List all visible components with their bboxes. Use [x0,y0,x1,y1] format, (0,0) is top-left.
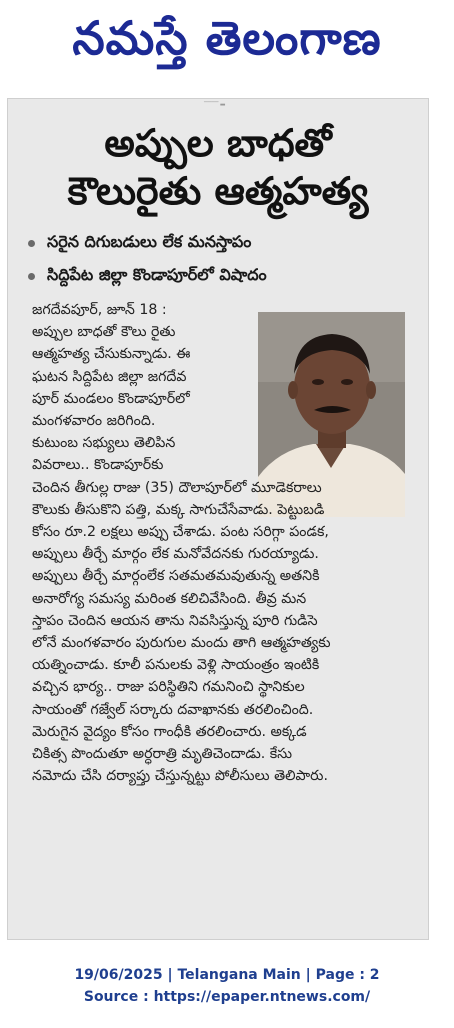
body-line: ఆత్మహత్య చేసుకున్నాడు. ఈ [32,346,191,363]
clipping-top-fragment: ──── ▂ [204,99,225,106]
subheading-bullets [28,227,418,293]
footer-date-edition: 19/06/2025 | Telangana Main | Page : 2 [74,967,380,983]
newspaper-title: నమస్తే తెలంగాణ [72,11,382,65]
body-line: లోనే మంగళవారం పురుగుల మందు తాగి ఆత్మహత్యకు [32,635,331,652]
article-body [32,299,408,787]
body-line: నమోదు చేసి దర్యాప్తు చేస్తున్నట్టు పోలీసులు తెలిపారు. [32,768,328,785]
bullet-text: సిద్దిపేట జిల్లా కొండాపూర్‌లో విషాదం [47,265,267,284]
masthead [0,0,454,88]
footer-source-link[interactable]: Source : https://epaper.ntnews.com/ [83,989,371,1005]
bullet-dot-icon [28,240,35,247]
body-line: కుటుంబ సభ్యులు తెలిపిన [32,435,176,452]
bullet-item [28,227,418,260]
body-line: అప్పులు తీర్చే మార్గం లేక మనోవేదనకు గురయ్యాడు. [32,546,319,563]
body-line: కౌలుకు తీసుకొని పత్తి, మక్క సాగుచేసేవాడు. పెట్టుబడి [32,501,325,518]
body-line: సాయంతో గజ్వేల్ సర్కారు దవాఖానకు తరలించింది. [32,701,314,718]
page-footer [0,964,454,1008]
body-line: వివరాలు.. కొండాపూర్‌కు [32,457,164,474]
body-line: అప్పులు తీర్చే మార్గంలేక సతమతమవుతున్న అతనికి [32,568,320,585]
body-full-width [32,477,408,788]
news-clipping [7,98,429,940]
body-line: పూర్ మండలం కొండాపూర్‌లో [32,390,190,407]
bullet-dot-icon [28,273,35,280]
body-line: అప్పుల బాధతో కౌలు రైతు [32,324,176,341]
bullet-text: సరైన దిగుబడులు లేక మనస్తాపం [47,232,252,251]
body-line: వచ్చిన భార్య.. రాజు పరిస్థితిని గమనించి స్థానికుల [32,679,305,696]
body-line: మెరుగైన వైద్యం కోసం గాంధీకి తరలించారు. అక్కడ [32,723,307,740]
body-line: కోసం రూ.2 లక్షలు అప్పు చేశాడు. పంట సరిగ్గా పండక, [32,524,329,541]
headline-line-2: కౌలురైతు ఆత్మహత్య [67,169,369,213]
body-line: చికిత్స పొందుతూ అర్ధరాత్రి మృతిచెందాడు. కేసు [32,746,293,763]
body-line: మంగళవారం జరిగింది. [32,413,156,430]
body-line: ఘటన సిద్దిపేట జిల్లా జగదేవ [32,368,187,385]
body-line: అనారోగ్య సమస్య మరింత కలిచివేసింది. తీవ్ర మన [32,590,307,607]
body-line: స్తాపం చెందిన ఆయన తాను నివసిస్తున్న పూరి గుడిసె [32,612,318,629]
body-column-beside-photo [32,299,254,477]
headline [8,119,428,215]
body-line: చెందిన తీగుల్ల రాజు (35) దౌలాపూర్‌లో మూడెకరాలు [32,479,322,496]
body-line: జగదేవపూర్, జూన్ 18 : [32,302,167,318]
headline-line-1: అప్పుల బాధతో [104,121,332,165]
bullet-item [28,260,418,293]
body-line: యత్నించాడు. కూలీ పనులకు వెళ్లి సాయంత్రం ఇంటికి [32,657,320,674]
